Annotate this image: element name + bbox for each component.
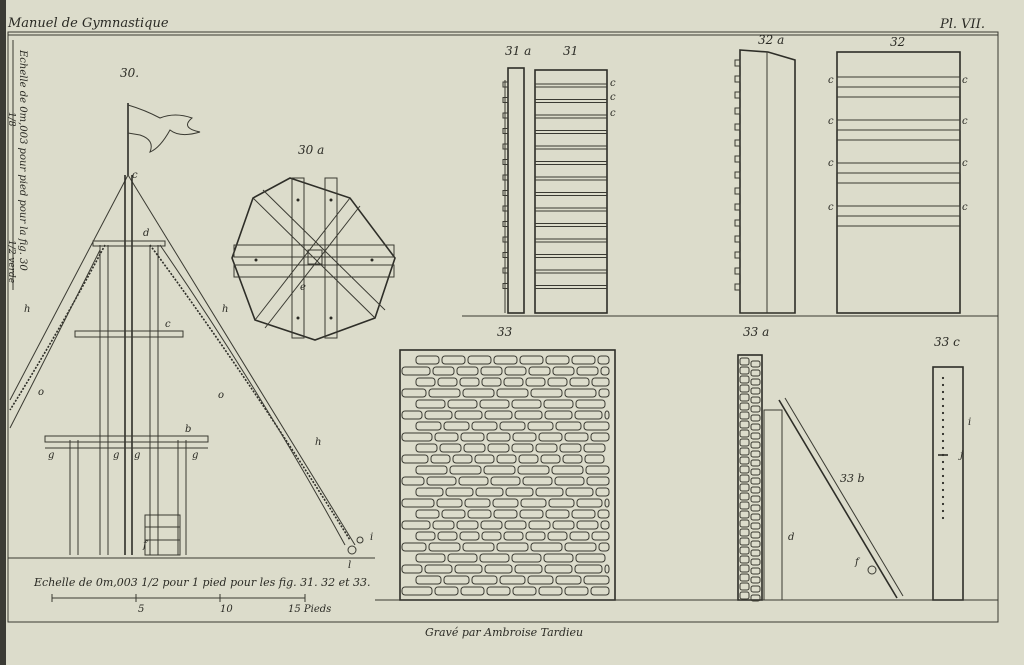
fig-33c-label: 33 c bbox=[934, 335, 960, 349]
plate-number: Pl. VII. bbox=[940, 17, 985, 32]
letter-c-31-2: c bbox=[610, 92, 616, 103]
letter-c-32-r4: c bbox=[962, 202, 968, 213]
letter-c-mid: c bbox=[165, 319, 171, 330]
letter-c-31-1: c bbox=[610, 78, 616, 89]
fig-32-label: 32 bbox=[890, 35, 906, 49]
letter-d: d bbox=[143, 228, 150, 239]
letter-l: l bbox=[348, 560, 352, 571]
fig-30a-label: 30 a bbox=[298, 143, 325, 157]
letter-d-33a: d bbox=[788, 532, 795, 543]
letter-f-tower: f bbox=[143, 540, 147, 551]
bottom-scale-tick-10: 10 bbox=[220, 604, 233, 615]
letter-c-32-r3: c bbox=[962, 158, 968, 169]
side-scale-sub: 1/2 verde bbox=[6, 240, 16, 284]
letter-b: b bbox=[185, 424, 192, 435]
letter-g-3: g bbox=[134, 450, 141, 461]
engraver-credit: Gravé par Ambroise Tardieu bbox=[425, 626, 584, 639]
letter-c-top: c bbox=[132, 170, 138, 181]
letter-c-31-3: c bbox=[610, 108, 616, 119]
letter-h-low: h bbox=[315, 437, 322, 448]
letter-g-2: g bbox=[113, 450, 120, 461]
letter-g-4: g bbox=[192, 450, 199, 461]
letter-i-33c: i bbox=[968, 417, 972, 428]
letter-j-33c: j bbox=[960, 450, 964, 461]
letter-o-right: o bbox=[218, 390, 225, 401]
letter-g-1: g bbox=[48, 450, 55, 461]
fig-32a-label: 32 a bbox=[758, 33, 785, 47]
letter-c-32-l4: c bbox=[828, 202, 834, 213]
bottom-scale-caption: Echelle de 0m,003 1/2 pour 1 pied pour les fig. 31. 32 et 33. bbox=[34, 576, 371, 589]
letter-c-32-r1: c bbox=[962, 75, 968, 86]
fig-33a-label: 33 a bbox=[743, 325, 770, 339]
letter-h-left: h bbox=[24, 304, 31, 315]
bottom-scale-tick-15: 15 Pieds bbox=[288, 604, 332, 615]
letter-h-right: h bbox=[222, 304, 229, 315]
fig-33b-label: 33 b bbox=[840, 472, 865, 485]
bottom-scale-tick-5: 5 bbox=[138, 604, 145, 615]
letter-c-32-r2: c bbox=[962, 116, 968, 127]
fig-31-label: 31 bbox=[563, 44, 579, 58]
letter-c-32-l3: c bbox=[828, 158, 834, 169]
side-scale-ratio: 1/8 bbox=[6, 112, 16, 127]
letter-c-32-l1: c bbox=[828, 75, 834, 86]
binding-edge bbox=[0, 0, 6, 665]
fig-33-label: 33 bbox=[497, 325, 513, 339]
fig-31a-label: 31 a bbox=[505, 44, 532, 58]
letter-i: i bbox=[370, 532, 374, 543]
letter-c-32-l2: c bbox=[828, 116, 834, 127]
letter-o-left: o bbox=[38, 387, 45, 398]
side-scale-text: Echelle de 0m,003 pour pied pour la fig. 30 bbox=[17, 50, 28, 271]
book-title: Manuel de Gymnastique bbox=[8, 16, 169, 31]
fig-30-label: 30. bbox=[120, 66, 140, 80]
letter-f-33b: f bbox=[855, 557, 859, 568]
letter-e: e bbox=[300, 282, 306, 293]
